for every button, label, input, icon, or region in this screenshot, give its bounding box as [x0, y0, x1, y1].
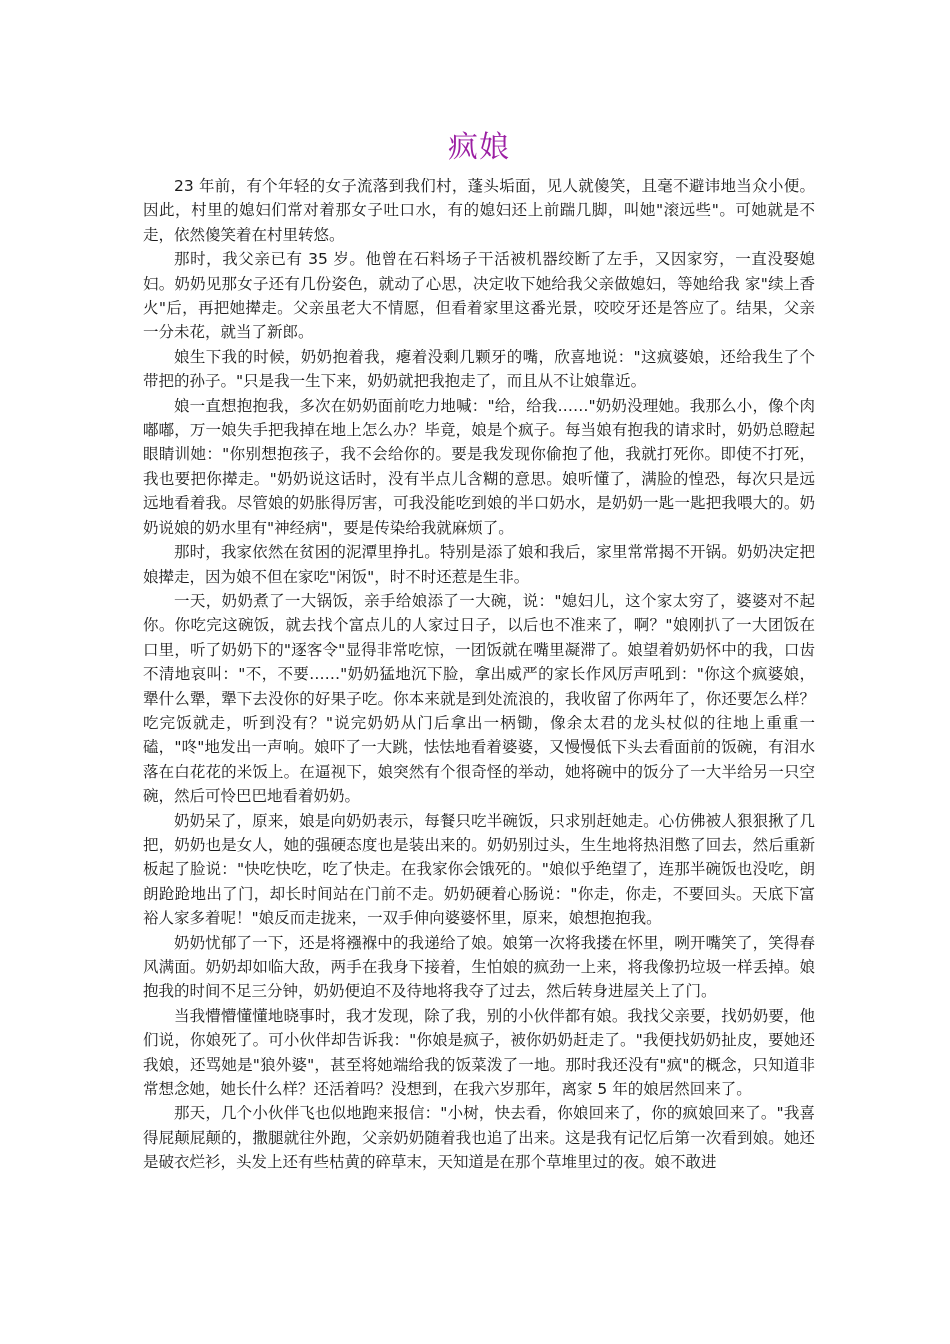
document-page: [143, 128, 815, 1175]
document-title: 疯娘: [448, 130, 510, 165]
paragraph-8: 奶奶忧郁了一下，还是将襁褓中的我递给了娘。娘第一次将我搂在怀里，咧开嘴笑了，笑得春风满面。奶奶却如临大敌，两手在我身下接着，生怕娘的疯劲一上来，将我像扔垃圾一样丢掉。娘抱我的时间不足三分钟，奶奶便迫不及待地将我夺了过去，然后转身进屋关上了门。: [143, 933, 815, 1001]
paragraph-2: 那时，我父亲已有 35 岁。他曾在石料场子干活被机器绞断了左手，又因家穷，一直没娶媳妇。奶奶见那女子还有几份姿色，就动了心思，决定收下她给我父亲做媳妇，等她给我 家"续上香火"后，再把她撵走。父亲虽老大不情愿，但看着家里这番光景，咬咬牙还是答应了。结果，父亲一分未花，就当了新郎。: [143, 250, 815, 342]
paragraph-3: 娘生下我的时候，奶奶抱着我，瘪着没剩几颗牙的嘴，欣喜地说："这疯婆娘，还给我生了个带把的孙子。"只是我一生下来，奶奶就把我抱走了，而且从不让娘靠近。: [143, 347, 815, 391]
paragraph-6: 一天，奶奶煮了一大锅饭，亲手给娘添了一大碗，说："媳妇儿，这个家太穷了，婆婆对不起你。你吃完这碗饭，就去找个富点儿的人家过日子，以后也不准来了，啊？"娘刚扒了一大团饭在口里，听了奶奶下的"逐客令"显得非常吃惊，一团饭就在嘴里凝滞了。娘望着奶奶怀中的我，口齿不清地哀叫："不，不要……"奶奶猛地沉下脸，拿出威严的家长作风厉声吼到："你这个疯婆娘，犟什么犟，犟下去没你的好果子吃。你本来就是到处流浪的，我收留了你两年了，你还要怎么样？吃完饭就走，听到没有？"说完奶奶从门后拿出一柄锄，像余太君的龙头杖似的往地上重重一磕，"咚"地发出一声响。娘吓了一大跳，怯怯地看着婆婆，又慢慢低下头去看面前的饭碗，有泪水落在白花花的米饭上。在逼视下，娘突然有个很奇怪的举动，她将碗中的饭分了一大半给另一只空碗，然后可怜巴巴地看着奶奶。: [143, 591, 815, 806]
paragraph-9: 当我懵懵懂懂地晓事时，我才发现，除了我，别的小伙伴都有娘。我找父亲要，找奶奶要，他们说，你娘死了。可小伙伴却告诉我："你娘是疯子，被你奶奶赶走了。"我便找奶奶扯皮，要她还我娘，还骂她是"狼外婆"，甚至将她端给我的饭菜泼了一地。那时我还没有"疯"的概念，只知道非常想念她，她长什么样？还活着吗？没想到，在我六岁那年，离家 5 年的娘居然回来了。: [143, 1006, 815, 1099]
paragraph-1: 23 年前，有个年轻的女子流落到我们村，蓬头垢面，见人就傻笑，且毫不避讳地当众小便。因此，村里的媳妇们常对着那女子吐口水，有的媳妇还上前踹几脚，叫她"滚远些"。可她就是不走，依然傻笑着在村里转悠。: [143, 177, 815, 244]
paragraph-7: 奶奶呆了，原来，娘是向奶奶表示，每餐只吃半碗饭，只求别赶她走。心仿佛被人狠狠揪了几把，奶奶也是女人，她的强硬态度也是装出来的。奶奶别过头，生生地将热泪憋了回去，然后重新板起了脸说："快吃快吃，吃了快走。在我家你会饿死的。"娘似乎绝望了，连那半碗饭也没吃，朗朗跄跄地出了门，却长时间站在门前不走。奶奶硬着心肠说："你走，你走，不要回头。天底下富裕人家多着呢！"娘反而走拢来，一双手伸向婆婆怀里，原来，娘想抱抱我。: [143, 811, 815, 928]
paragraph-4: 娘一直想抱抱我，多次在奶奶面前吃力地喊："给，给我……"奶奶没理她。我那么小，像个肉嘟嘟，万一娘失手把我掉在地上怎么办？毕竟，娘是个疯子。每当娘有抱我的请求时，奶奶总瞪起眼睛训她："你别想抱孩子，我不会给你的。要是我发现你偷抱了他，我就打死你。即使不打死，我也要把你撵走。"奶奶说这话时，没有半点儿含糊的意思。娘听懂了，满脸的惶恐，每次只是远远地看着我。尽管娘的奶胀得厉害，可我没能吃到娘的半口奶水，是奶奶一匙一匙把我喂大的。奶奶说娘的奶水里有"神经病"，要是传染给我就麻烦了。: [143, 396, 815, 537]
paragraph-5: 那时，我家依然在贫困的泥潭里挣扎。特别是添了娘和我后，家里常常揭不开锅。奶奶决定把娘撵走，因为娘不但在家吃"闲饭"，时不时还惹是生非。: [143, 543, 815, 586]
paragraph-10: 那天，几个小伙伴飞也似地跑来报信："小树，快去看，你娘回来了，你的疯娘回来了。"我喜得屁颠屁颠的，撒腿就往外跑，父亲奶奶随着我也追了出来。这是我有记忆后第一次看到娘。她还是破衣烂衫，头发上还有些枯黄的碎草末，天知道是在那个草堆里过的夜。娘不敢进: [143, 1104, 815, 1172]
